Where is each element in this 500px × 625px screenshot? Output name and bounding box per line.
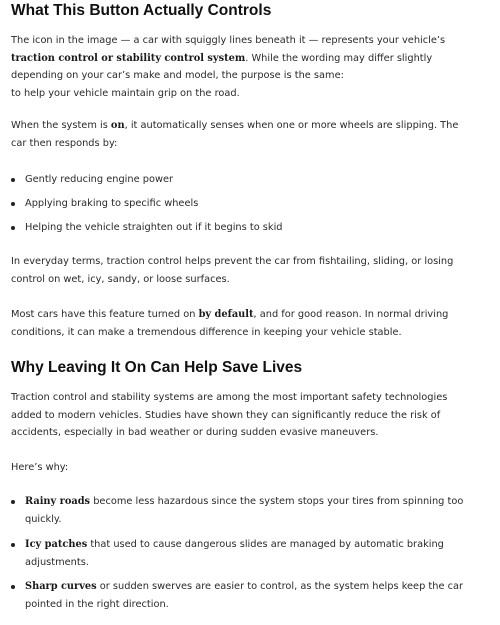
bold-text: traction control or stability control system (11, 52, 246, 64)
paragraph-default-on (11, 306, 489, 341)
paragraph-line: Icy patches that used to cause dangerous slides are managed by automatic braking (25, 539, 444, 550)
list-item: Gently reducing engine power (11, 171, 489, 189)
paragraph-heres-why: Here’s why: (11, 462, 69, 473)
paragraph-line: control on wet, icy, sandy, or loose surfaces. (11, 273, 230, 285)
bullet-icon (11, 585, 15, 589)
bullet-icon (11, 500, 15, 504)
list-item (11, 536, 489, 571)
bold-text: Sharp curves (25, 581, 97, 592)
list-item: Helping the vehicle straighten out if it begins to skid (11, 219, 489, 237)
paragraph-line: In everyday terms, traction control helps prevent the car from fishtailing, sliding, or losing (11, 256, 454, 267)
bullet-icon (11, 543, 15, 547)
paragraph-line: car then responds by: (11, 137, 118, 149)
paragraph-line: The icon in the image — a car with squiggly lines beneath it — represents your vehicle’s (11, 35, 446, 46)
list-item (11, 493, 489, 528)
paragraph-line: traction control or stability control system. While the wording may differ slightly (11, 52, 433, 64)
bold-text: Rainy roads (25, 496, 91, 507)
bold-text: on (110, 120, 125, 131)
paragraph-line: Traction control and stability systems are among the most important safety technologies (11, 392, 448, 403)
paragraph-line: adjustments. (25, 556, 89, 568)
paragraph-everyday-terms (11, 253, 489, 288)
paragraph-line: Rainy roads become less hazardous since the system stops your tires from spinning too (25, 496, 464, 507)
paragraph-line: pointed in the right direction. (25, 598, 169, 610)
paragraph-line: When the system is on, it automatically senses when one or more wheels are slipping. The (11, 120, 459, 131)
bullet-icon (11, 178, 15, 182)
paragraph-system-on (11, 117, 489, 152)
bullet-icon (11, 202, 15, 206)
paragraph-line: Most cars have this feature turned on by default, and for good reason. In normal driving (11, 309, 449, 320)
paragraph-line: added to modern vehicles. Studies have shown they can significantly reduce the risk of (11, 409, 441, 421)
bold-text: Icy patches (25, 539, 88, 550)
paragraph-line: Sharp curves or sudden swerves are easier to control, as the system helps keep the car (25, 581, 464, 592)
paragraph-line: depending on your car’s make and model, the purpose is the same: (11, 70, 344, 82)
paragraph-line: conditions, it can make a tremendous difference in keeping your vehicle stable. (11, 326, 402, 338)
list-item: Applying braking to specific wheels (11, 195, 489, 213)
paragraph-safety-tech (11, 389, 489, 442)
section-heading-save-lives: Why Leaving It On Can Help Save Lives (11, 359, 303, 376)
list-item (11, 578, 489, 613)
paragraph-line: to help your vehicle maintain grip on the road. (11, 87, 240, 99)
bold-text: by default (198, 309, 254, 320)
paragraph-intro (11, 32, 489, 102)
paragraph-line: accidents, especially in bad weather or during sudden evasive maneuvers. (11, 427, 379, 439)
bullet-icon (11, 226, 15, 230)
paragraph-line: quickly. (25, 513, 62, 525)
section-heading-controls: What This Button Actually Controls (11, 2, 272, 19)
